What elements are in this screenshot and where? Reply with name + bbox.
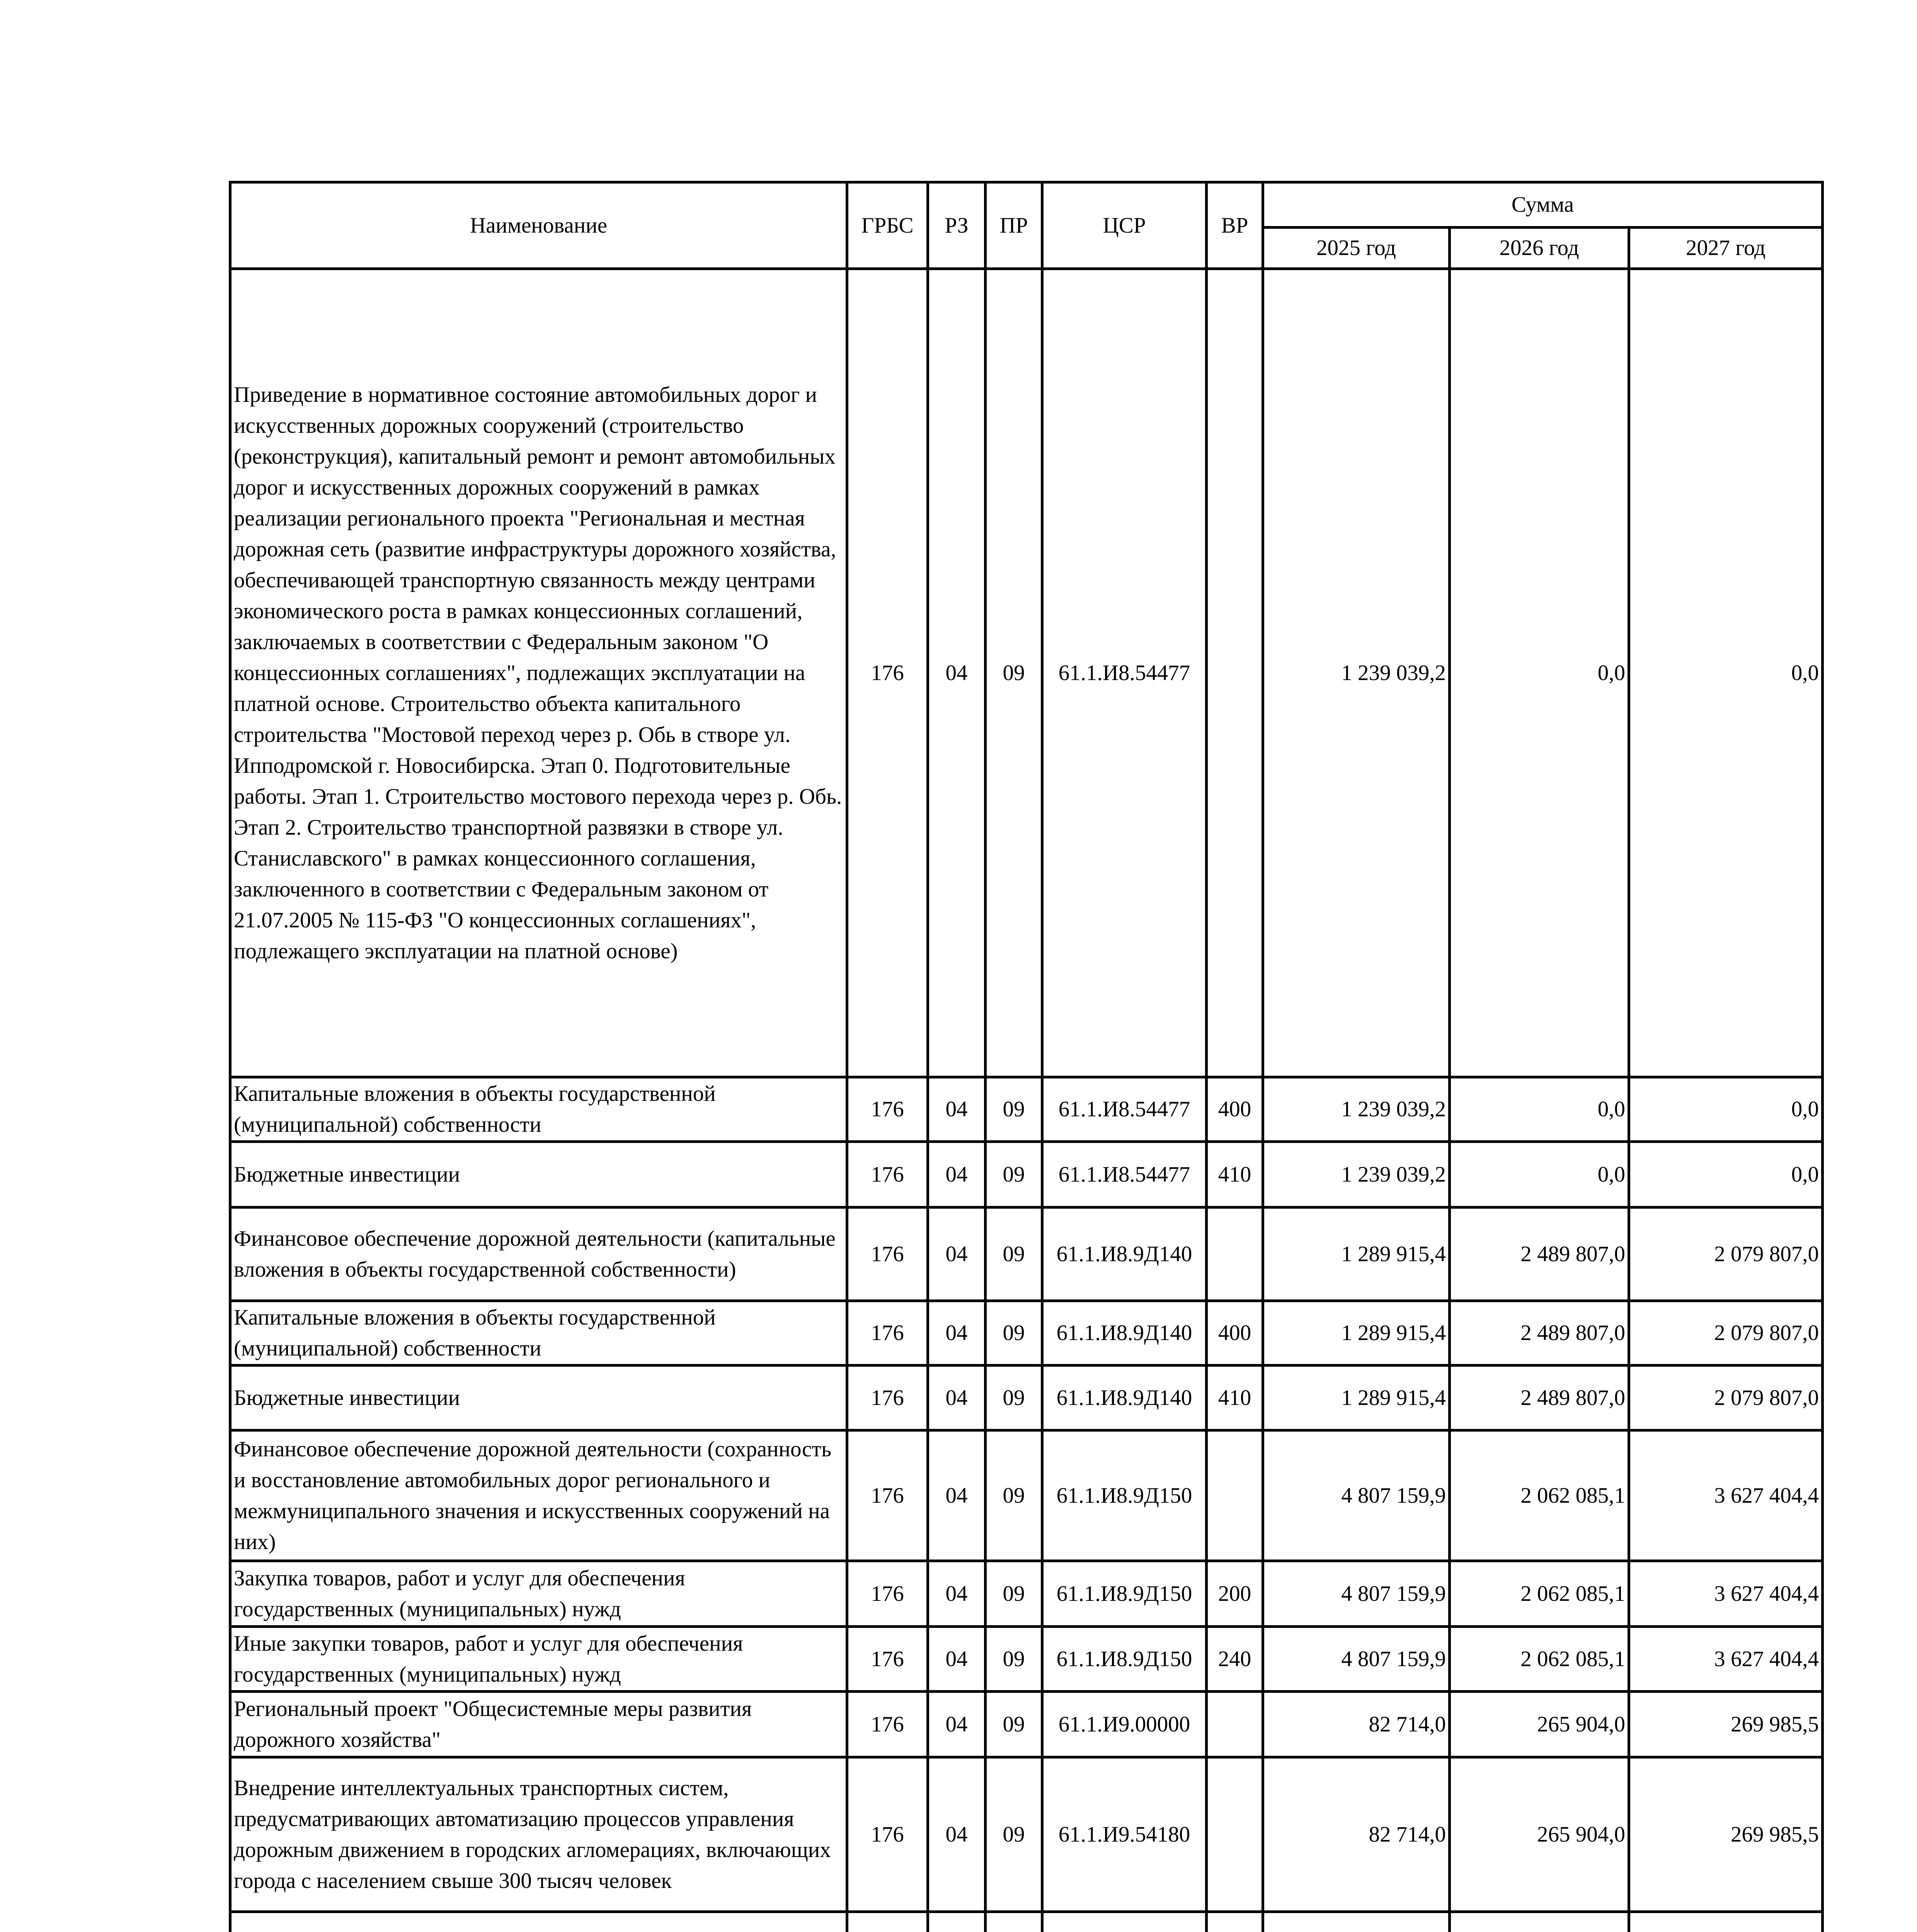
row-pr: 09 (986, 1077, 1042, 1142)
row-sum-2025: 82 714,0 (1263, 1757, 1450, 1912)
row-sum-2025: 1 239 039,2 (1263, 1142, 1450, 1208)
row-sum-2026: 265 904,0 (1450, 1692, 1629, 1757)
row-pr: 09 (986, 1430, 1042, 1561)
row-grbs: 176 (847, 1077, 928, 1142)
row-sum-2025: 1 289 915,4 (1263, 1208, 1450, 1301)
header-csr: ЦСР (1042, 182, 1207, 269)
row-name: Капитальные вложения в объекты государственной (муниципальной) собственности (230, 1077, 847, 1142)
row-csr: 61.1.И9.00000 (1042, 1692, 1207, 1757)
row-rz: 04 (928, 1366, 986, 1430)
row-name: Бюджетные инвестиции (230, 1366, 847, 1430)
row-sum-2027: 269 985,5 (1629, 1692, 1823, 1757)
row-sum-2025: 1 289 915,4 (1263, 1301, 1450, 1366)
row-sum-2027: 0,0 (1629, 1077, 1823, 1142)
row-pr: 09 (986, 1142, 1042, 1208)
row-sum-2026: 0,0 (1450, 1142, 1629, 1208)
row-sum-2026: 0,0 (1450, 1077, 1629, 1142)
table-row (230, 1208, 1823, 1301)
row-name: Внедрение интеллектуальных транспортных систем, предусматривающих автоматизацию процессов управления дорожным движением в городских агломерациях, включающих города с населением свыше 300 тысяч человек (230, 1757, 847, 1912)
row-pr: 09 (986, 1208, 1042, 1301)
row-sum-2026: 2 489 807,0 (1450, 1208, 1629, 1301)
row-sum-2026: 2 062 085,1 (1450, 1561, 1629, 1627)
table-row (230, 1430, 1823, 1561)
table-body (230, 269, 1823, 1932)
row-rz: 04 (928, 1561, 986, 1627)
header-sum: Сумма (1263, 182, 1823, 228)
row-grbs: 176 (847, 1142, 928, 1208)
row-sum-2027: 3 627 404,4 (1629, 1561, 1823, 1627)
row-sum-2027 (1629, 1912, 1823, 1932)
row-csr: 61.1.И8.9Д150 (1042, 1627, 1207, 1692)
header-year-2026: 2026 год (1450, 228, 1629, 269)
budget-table (229, 181, 1824, 1932)
header-name: Наименование (230, 182, 847, 269)
row-sum-2025: 1 239 039,2 (1263, 269, 1450, 1077)
row-rz: 04 (928, 1077, 986, 1142)
row-vr: 240 (1207, 1627, 1263, 1692)
row-sum-2025: 4 807 159,9 (1263, 1430, 1450, 1561)
row-grbs: 176 (847, 1366, 928, 1430)
row-vr: 400 (1207, 1077, 1263, 1142)
row-sum-2027: 0,0 (1629, 269, 1823, 1077)
row-vr (1207, 1912, 1263, 1932)
table-row (230, 1627, 1823, 1692)
row-pr: 09 (986, 1301, 1042, 1366)
row-csr: 61.1.И8.54477 (1042, 1142, 1207, 1208)
row-rz (928, 1912, 986, 1932)
row-sum-2026: 265 904,0 (1450, 1757, 1629, 1912)
row-sum-2027: 2 079 807,0 (1629, 1208, 1823, 1301)
row-sum-2026: 2 489 807,0 (1450, 1366, 1629, 1430)
row-csr: 61.1.И8.9Д140 (1042, 1366, 1207, 1430)
row-pr: 09 (986, 1627, 1042, 1692)
row-name: Региональный проект "Общесистемные меры развития дорожного хозяйства" (230, 1692, 847, 1757)
row-vr: 410 (1207, 1142, 1263, 1208)
row-grbs: 176 (847, 1627, 928, 1692)
row-pr: 09 (986, 1692, 1042, 1757)
row-vr: 410 (1207, 1366, 1263, 1430)
row-rz: 04 (928, 269, 986, 1077)
row-vr: 200 (1207, 1561, 1263, 1627)
table-row (230, 1366, 1823, 1430)
row-vr (1207, 269, 1263, 1077)
row-grbs: 176 (847, 1692, 928, 1757)
row-sum-2025: 1 239 039,2 (1263, 1077, 1450, 1142)
row-rz: 04 (928, 1757, 986, 1912)
row-sum-2025: 4 807 159,9 (1263, 1561, 1450, 1627)
row-name: Приведение в нормативное состояние автомобильных дорог и искусственных дорожных сооружений (строительство (реконструкция), капитальный ремонт и ремонт автомобильных дорог и искусственных дорожных сооружений в рамках реализации регионального проекта "Региональная и местная дорожная сеть (развитие инфраструктуры дорожного хозяйства, обеспечивающей транспортную связанность между центрами экономического роста в рамках концессионных соглашений, заключаемых в соответствии с Федеральным законом "О концессионных соглашениях", подлежащих эксплуатации на платной основе. Строительство объекта капитального строительства "Мостовой переход через р. Обь в створе ул. Ипподромской г. Новосибирска. Этап 0. Подготовительные работы. Этап 1. Строительство мостового перехода через р. Обь. Этап 2. Строительство транспортной развязки в створе ул. Станиславского" в рамках концессионного соглашения, заключенного в соответствии с Федеральным законом от 21.07.2005 № 115-ФЗ "О концессионных соглашениях", подлежащего эксплуатации на платной основе) (230, 269, 847, 1077)
row-csr: 61.1.И8.9Д140 (1042, 1208, 1207, 1301)
row-rz: 04 (928, 1142, 986, 1208)
header-pr: ПР (986, 182, 1042, 269)
row-pr: 09 (986, 1561, 1042, 1627)
row-vr (1207, 1208, 1263, 1301)
row-pr: 09 (986, 269, 1042, 1077)
table-row (230, 1757, 1823, 1912)
table-row (230, 1301, 1823, 1366)
row-csr: 61.1.И8.9Д150 (1042, 1561, 1207, 1627)
row-rz: 04 (928, 1430, 986, 1561)
row-name: Финансовое обеспечение дорожной деятельности (капитальные вложения в объекты государственной собственности) (230, 1208, 847, 1301)
table-row (230, 1561, 1823, 1627)
row-sum-2026: 2 062 085,1 (1450, 1627, 1629, 1692)
row-name: Иные закупки товаров, работ и услуг для обеспечения государственных (муниципальных) нужд (230, 1627, 847, 1692)
header-year-2025: 2025 год (1263, 228, 1450, 269)
row-sum-2027: 2 079 807,0 (1629, 1366, 1823, 1430)
row-csr: 61.1.И9.54180 (1042, 1757, 1207, 1912)
row-grbs: 176 (847, 1430, 928, 1561)
row-sum-2025 (1263, 1912, 1450, 1932)
row-grbs: 176 (847, 1757, 928, 1912)
row-pr: 09 (986, 1366, 1042, 1430)
row-sum-2025: 4 807 159,9 (1263, 1627, 1450, 1692)
row-vr (1207, 1692, 1263, 1757)
row-grbs (847, 1912, 928, 1932)
row-rz: 04 (928, 1301, 986, 1366)
row-name: Бюджетные инвестиции (230, 1142, 847, 1208)
header-rz: РЗ (928, 182, 986, 269)
header-grbs: ГРБС (847, 182, 928, 269)
header-vr: ВР (1207, 182, 1263, 269)
row-sum-2026: 2 489 807,0 (1450, 1301, 1629, 1366)
table-row (230, 269, 1823, 1077)
table-row (230, 1912, 1823, 1932)
row-name: Закупка товаров, работ и услуг для обеспечения государственных (муниципальных) нужд (230, 1561, 847, 1627)
row-sum-2025: 1 289 915,4 (1263, 1366, 1450, 1430)
row-grbs: 176 (847, 1561, 928, 1627)
row-sum-2027: 0,0 (1629, 1142, 1823, 1208)
row-vr (1207, 1430, 1263, 1561)
row-name: Финансовое обеспечение дорожной деятельности (сохранность и восстановление автомобильных дорог регионального и межмуниципального значения и искусственных сооружений на них) (230, 1430, 847, 1561)
table-row (230, 1077, 1823, 1142)
row-csr: 61.1.И8.54477 (1042, 269, 1207, 1077)
row-pr (986, 1912, 1042, 1932)
row-sum-2026: 2 062 085,1 (1450, 1430, 1629, 1561)
row-pr: 09 (986, 1757, 1042, 1912)
row-rz: 04 (928, 1208, 986, 1301)
row-grbs: 176 (847, 269, 928, 1077)
table-header (230, 182, 1823, 269)
row-vr (1207, 1757, 1263, 1912)
row-sum-2026: 0,0 (1450, 269, 1629, 1077)
header-year-2027: 2027 год (1629, 228, 1823, 269)
row-grbs: 176 (847, 1208, 928, 1301)
row-grbs: 176 (847, 1301, 928, 1366)
row-vr: 400 (1207, 1301, 1263, 1366)
row-sum-2025: 82 714,0 (1263, 1692, 1450, 1757)
row-sum-2026 (1450, 1912, 1629, 1932)
row-rz: 04 (928, 1692, 986, 1757)
row-sum-2027: 2 079 807,0 (1629, 1301, 1823, 1366)
table-row (230, 1692, 1823, 1757)
row-name: Капитальные вложения в объекты государственной (муниципальной) собственности (230, 1301, 847, 1366)
row-sum-2027: 269 985,5 (1629, 1757, 1823, 1912)
table-row (230, 1142, 1823, 1208)
row-csr: 61.1.И8.9Д140 (1042, 1301, 1207, 1366)
row-sum-2027: 3 627 404,4 (1629, 1430, 1823, 1561)
row-csr: 61.1.И8.9Д150 (1042, 1430, 1207, 1561)
row-rz: 04 (928, 1627, 986, 1692)
row-csr (1042, 1912, 1207, 1932)
row-sum-2027: 3 627 404,4 (1629, 1627, 1823, 1692)
row-csr: 61.1.И8.54477 (1042, 1077, 1207, 1142)
row-name (230, 1912, 847, 1932)
